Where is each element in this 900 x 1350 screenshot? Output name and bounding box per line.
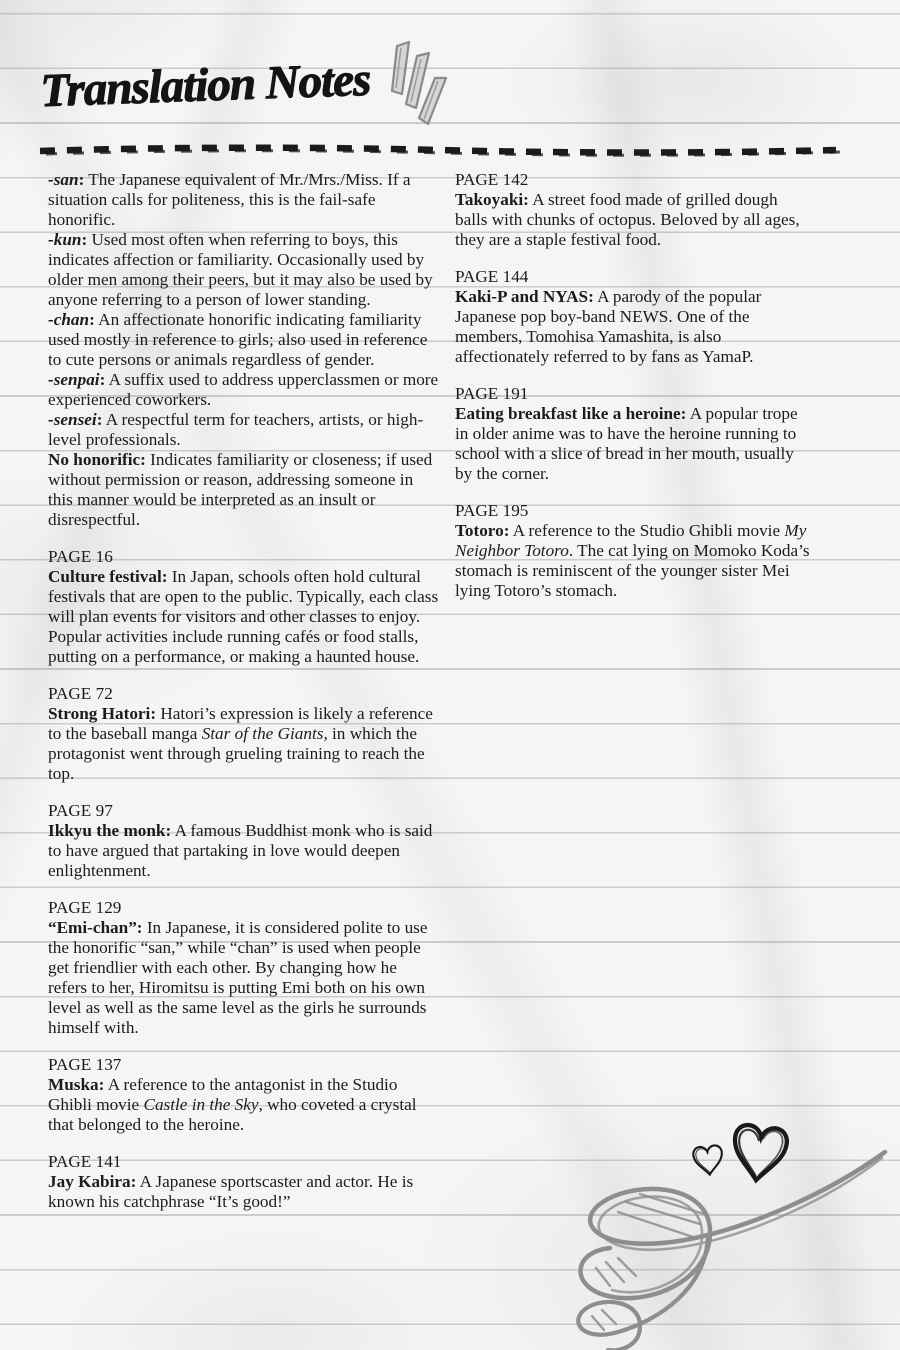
- note-body: Ikkyu the monk: A famous Buddhist monk who is said to have argued that partaking in love would deepen enlightenment.: [48, 821, 433, 880]
- right-column: [455, 170, 811, 601]
- honorific-entry-sensei: -sensei: A respectful term for teachers, artists, or high-level professionals.: [48, 410, 424, 449]
- page-label: PAGE 16: [48, 547, 113, 566]
- page-label: PAGE 141: [48, 1152, 122, 1171]
- note-body: “Emi-chan”: In Japanese, it is considered polite to use the honorific “san,” while “chan” is used when people get friendlier with each other. By changing how he refers to her, Hiromitsu is putting Emi both on his own level as well as the same level as the girls he surrounds himself with.: [48, 918, 428, 1037]
- page-label: PAGE 97: [48, 801, 113, 820]
- page-label: PAGE 144: [455, 267, 529, 286]
- note-page-16: [48, 547, 440, 667]
- honorific-entry-no-honorific: No honorific: Indicates familiarity or closeness; if used without permission or reason, addressing someone in this manner would be interpreted as an insult or disrespectful.: [48, 450, 433, 529]
- left-column: [48, 170, 440, 1212]
- page-label: PAGE 129: [48, 898, 122, 917]
- honorific-entry-san: -san: The Japanese equivalent of Mr./Mrs./Miss. If a situation calls for politeness, this is the fail-safe honorific.: [48, 170, 411, 229]
- dashed-divider-icon: [36, 138, 846, 162]
- note-body: Culture festival: In Japan, schools often hold cultural festivals that are open to the public. Typically, each class will plan events for visitors and other classes to enjoy. Popular activities include running cafés or food stalls, putting on a performance, or making a haunted house.: [48, 567, 439, 666]
- note-body: Eating breakfast like a heroine: A popular trope in older anime was to have the heroine running to school with a slice of bread in her mouth, usually by the corner.: [455, 404, 798, 483]
- note-body: Takoyaki: A street food made of grilled dough balls with chunks of octopus. Beloved by all ages, they are a staple festival food.: [455, 190, 800, 249]
- honorific-entry-chan: -chan: An affectionate honorific indicating familiarity used mostly in reference to girls; also used in reference to cute persons or animals regardless of gender.: [48, 310, 428, 369]
- honorific-entry-kun: -kun: Used most often when referring to boys, this indicates affection or familiarity. Occasionally used by older men among their peers, but it may also be used by anyone referring to a person of lower standing.: [48, 230, 433, 309]
- page-title: Translation Notes: [39, 53, 371, 117]
- page-label: PAGE 142: [455, 170, 529, 189]
- note-body: Kaki-P and NYAS: A parody of the popular Japanese pop boy-band NEWS. One of the members, Tomohisa Yamashita, is also affectionately referred to by fans as YamaP.: [455, 287, 762, 366]
- note-page-141: [48, 1152, 440, 1212]
- note-page-137: [48, 1055, 440, 1135]
- note-page-72: [48, 684, 440, 784]
- page-label: PAGE 195: [455, 501, 529, 520]
- note-body: Totoro: A reference to the Studio Ghibli movie My Neighbor Totoro. The cat lying on Momoko Koda’s stomach is reminiscent of the younger sister Mei lying Totoro’s stomach.: [455, 521, 810, 600]
- page-label: PAGE 72: [48, 684, 113, 703]
- note-body: Strong Hatori: Hatori’s expression is likely a reference to the baseball manga Star of the Giants, in which the protagonist went through grueling training to reach the top.: [48, 704, 433, 783]
- note-page-191: [455, 384, 811, 484]
- note-page-142: [455, 170, 811, 250]
- note-page-97: [48, 801, 440, 881]
- pencil-strokes-icon: [366, 36, 456, 146]
- honorific-entry-senpai: -senpai: A suffix used to address upperclassmen or more experienced coworkers.: [48, 370, 439, 409]
- note-page-129: [48, 898, 440, 1038]
- page-label: PAGE 137: [48, 1055, 122, 1074]
- note-body: Jay Kabira: A Japanese sportscaster and actor. He is known his catchphrase “It’s good!”: [48, 1172, 414, 1211]
- page-label: PAGE 191: [455, 384, 529, 403]
- spiral-scribble-icon: [500, 1120, 900, 1350]
- note-page-144: [455, 267, 811, 367]
- note-page-195: [455, 501, 811, 601]
- honorifics-list: [48, 170, 440, 530]
- note-body: Muska: A reference to the antagonist in the Studio Ghibli movie Castle in the Sky, who coveted a crystal that belonged to the heroine.: [48, 1075, 417, 1134]
